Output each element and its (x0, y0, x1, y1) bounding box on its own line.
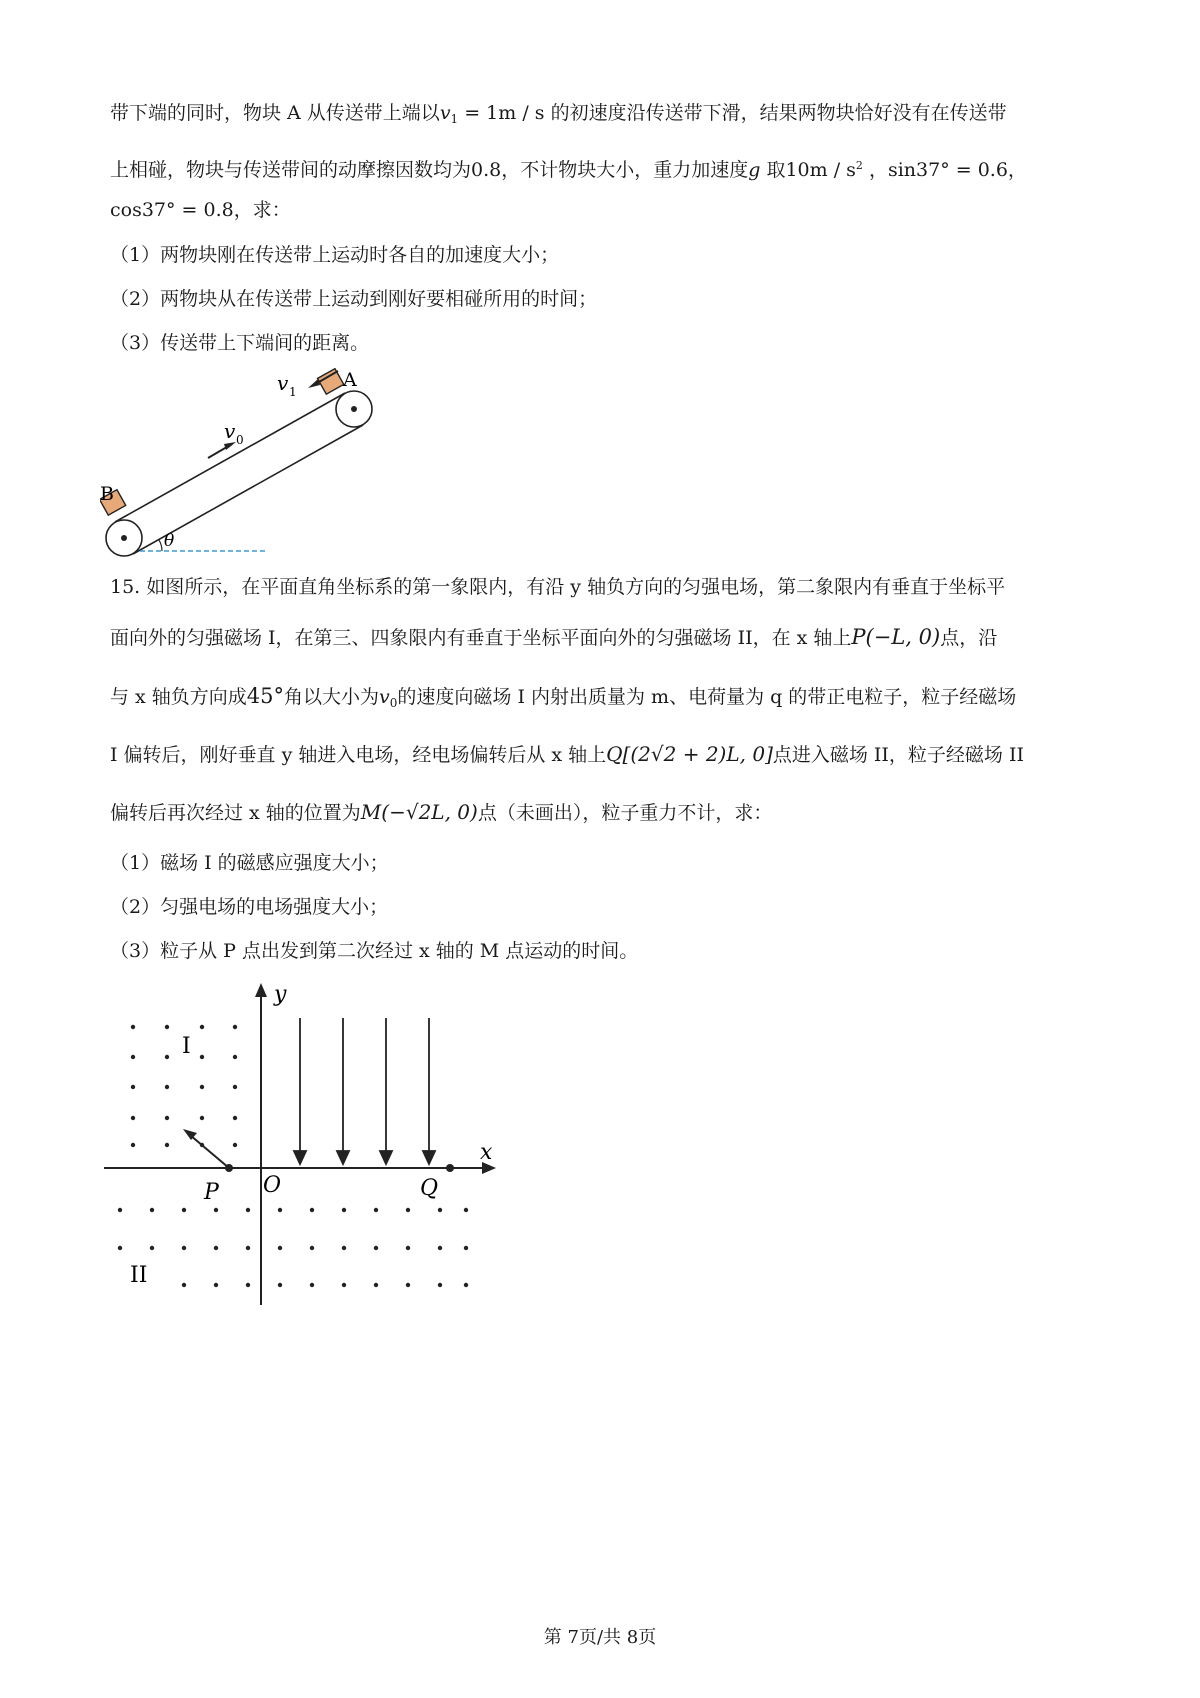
p14-line-2: 上相碰，物块与传送带间的动摩擦因数均为0.8，不计物块大小，重力加速度g 取$10m / s^2$ ，sin37° = 0.6， (110, 159, 1027, 181)
label-v0-sub: 0 (236, 433, 244, 447)
p14-question-3: （3）传送带上下端间的距离。 (110, 332, 370, 354)
field-II-dots (118, 1208, 468, 1287)
p15-question-1: （1）磁场 I 的磁感应强度大小； (110, 852, 389, 874)
p14-line-3: cos37° = 0.8，求： (110, 199, 291, 221)
label-Q: Q (420, 1176, 439, 1201)
p14-question-1: （1）两物块刚在传送带上运动时各自的加速度大小； (110, 244, 560, 266)
page-footer: 第 7页/共 8页 (543, 1627, 657, 1648)
label-P: P (204, 1180, 219, 1205)
velocity-arrow (190, 1135, 229, 1168)
p15-question-2: （2）匀强电场的电场强度大小； (110, 896, 389, 918)
p15-line-5: 偏转后再次经过 x 轴的位置为M(−√2L, 0)点（未画出），粒子重力不计，求： (110, 800, 773, 824)
label-I: I (182, 1034, 191, 1059)
label-y: y (274, 982, 287, 1007)
label-theta: θ (164, 531, 175, 551)
conveyor-belt-figure (100, 368, 390, 568)
p14-line-1: 带下端的同时，物块 A 从传送带上端以$v_1 = 1m / s$ 的初速度沿传送带下滑，结果两物块恰好没有在传送带 (110, 102, 1007, 126)
p15-question-3: （3）粒子从 P 点出发到第二次经过 x 轴的 M 点运动的时间。 (110, 940, 639, 962)
p15-line-3: 与 x 轴负方向成45°角以大小为$v_0$的速度向磁场 I 内射出质量为 m、电荷量为 q 的带正电粒子，粒子经磁场 (110, 684, 1017, 710)
p15-line-1: 15. 如图所示，在平面直角坐标系的第一象限内，有沿 y 轴负方向的匀强电场，第二象限内有垂直于坐标平 (110, 576, 1006, 598)
label-x: x (480, 1140, 493, 1165)
point-Q (446, 1164, 454, 1172)
label-B: B (100, 483, 114, 505)
p15-line-2: 面向外的匀强磁场 I，在第三、四象限内有垂直于坐标平面向外的匀强磁场 II，在 x 轴上P(−L, 0)点，沿 (110, 625, 998, 649)
label-A: A (343, 369, 357, 391)
p14-question-2: （2）两物块从在传送带上运动到刚好要相碰所用的时间； (110, 288, 598, 310)
p15-line-4: I 偏转后，刚好垂直 y 轴进入电场，经电场偏转后从 x 轴上Q[(2√2 + 2)L, 0]点进入磁场 II，粒子经磁场 II (110, 742, 1024, 766)
label-v1: v (277, 371, 289, 395)
label-v0: v (224, 419, 236, 443)
field-diagram (100, 975, 540, 1325)
label-II: II (130, 1263, 148, 1288)
label-O: O (263, 1173, 282, 1198)
electric-field-arrows (294, 1018, 435, 1164)
label-v1-sub: 1 (289, 385, 297, 399)
